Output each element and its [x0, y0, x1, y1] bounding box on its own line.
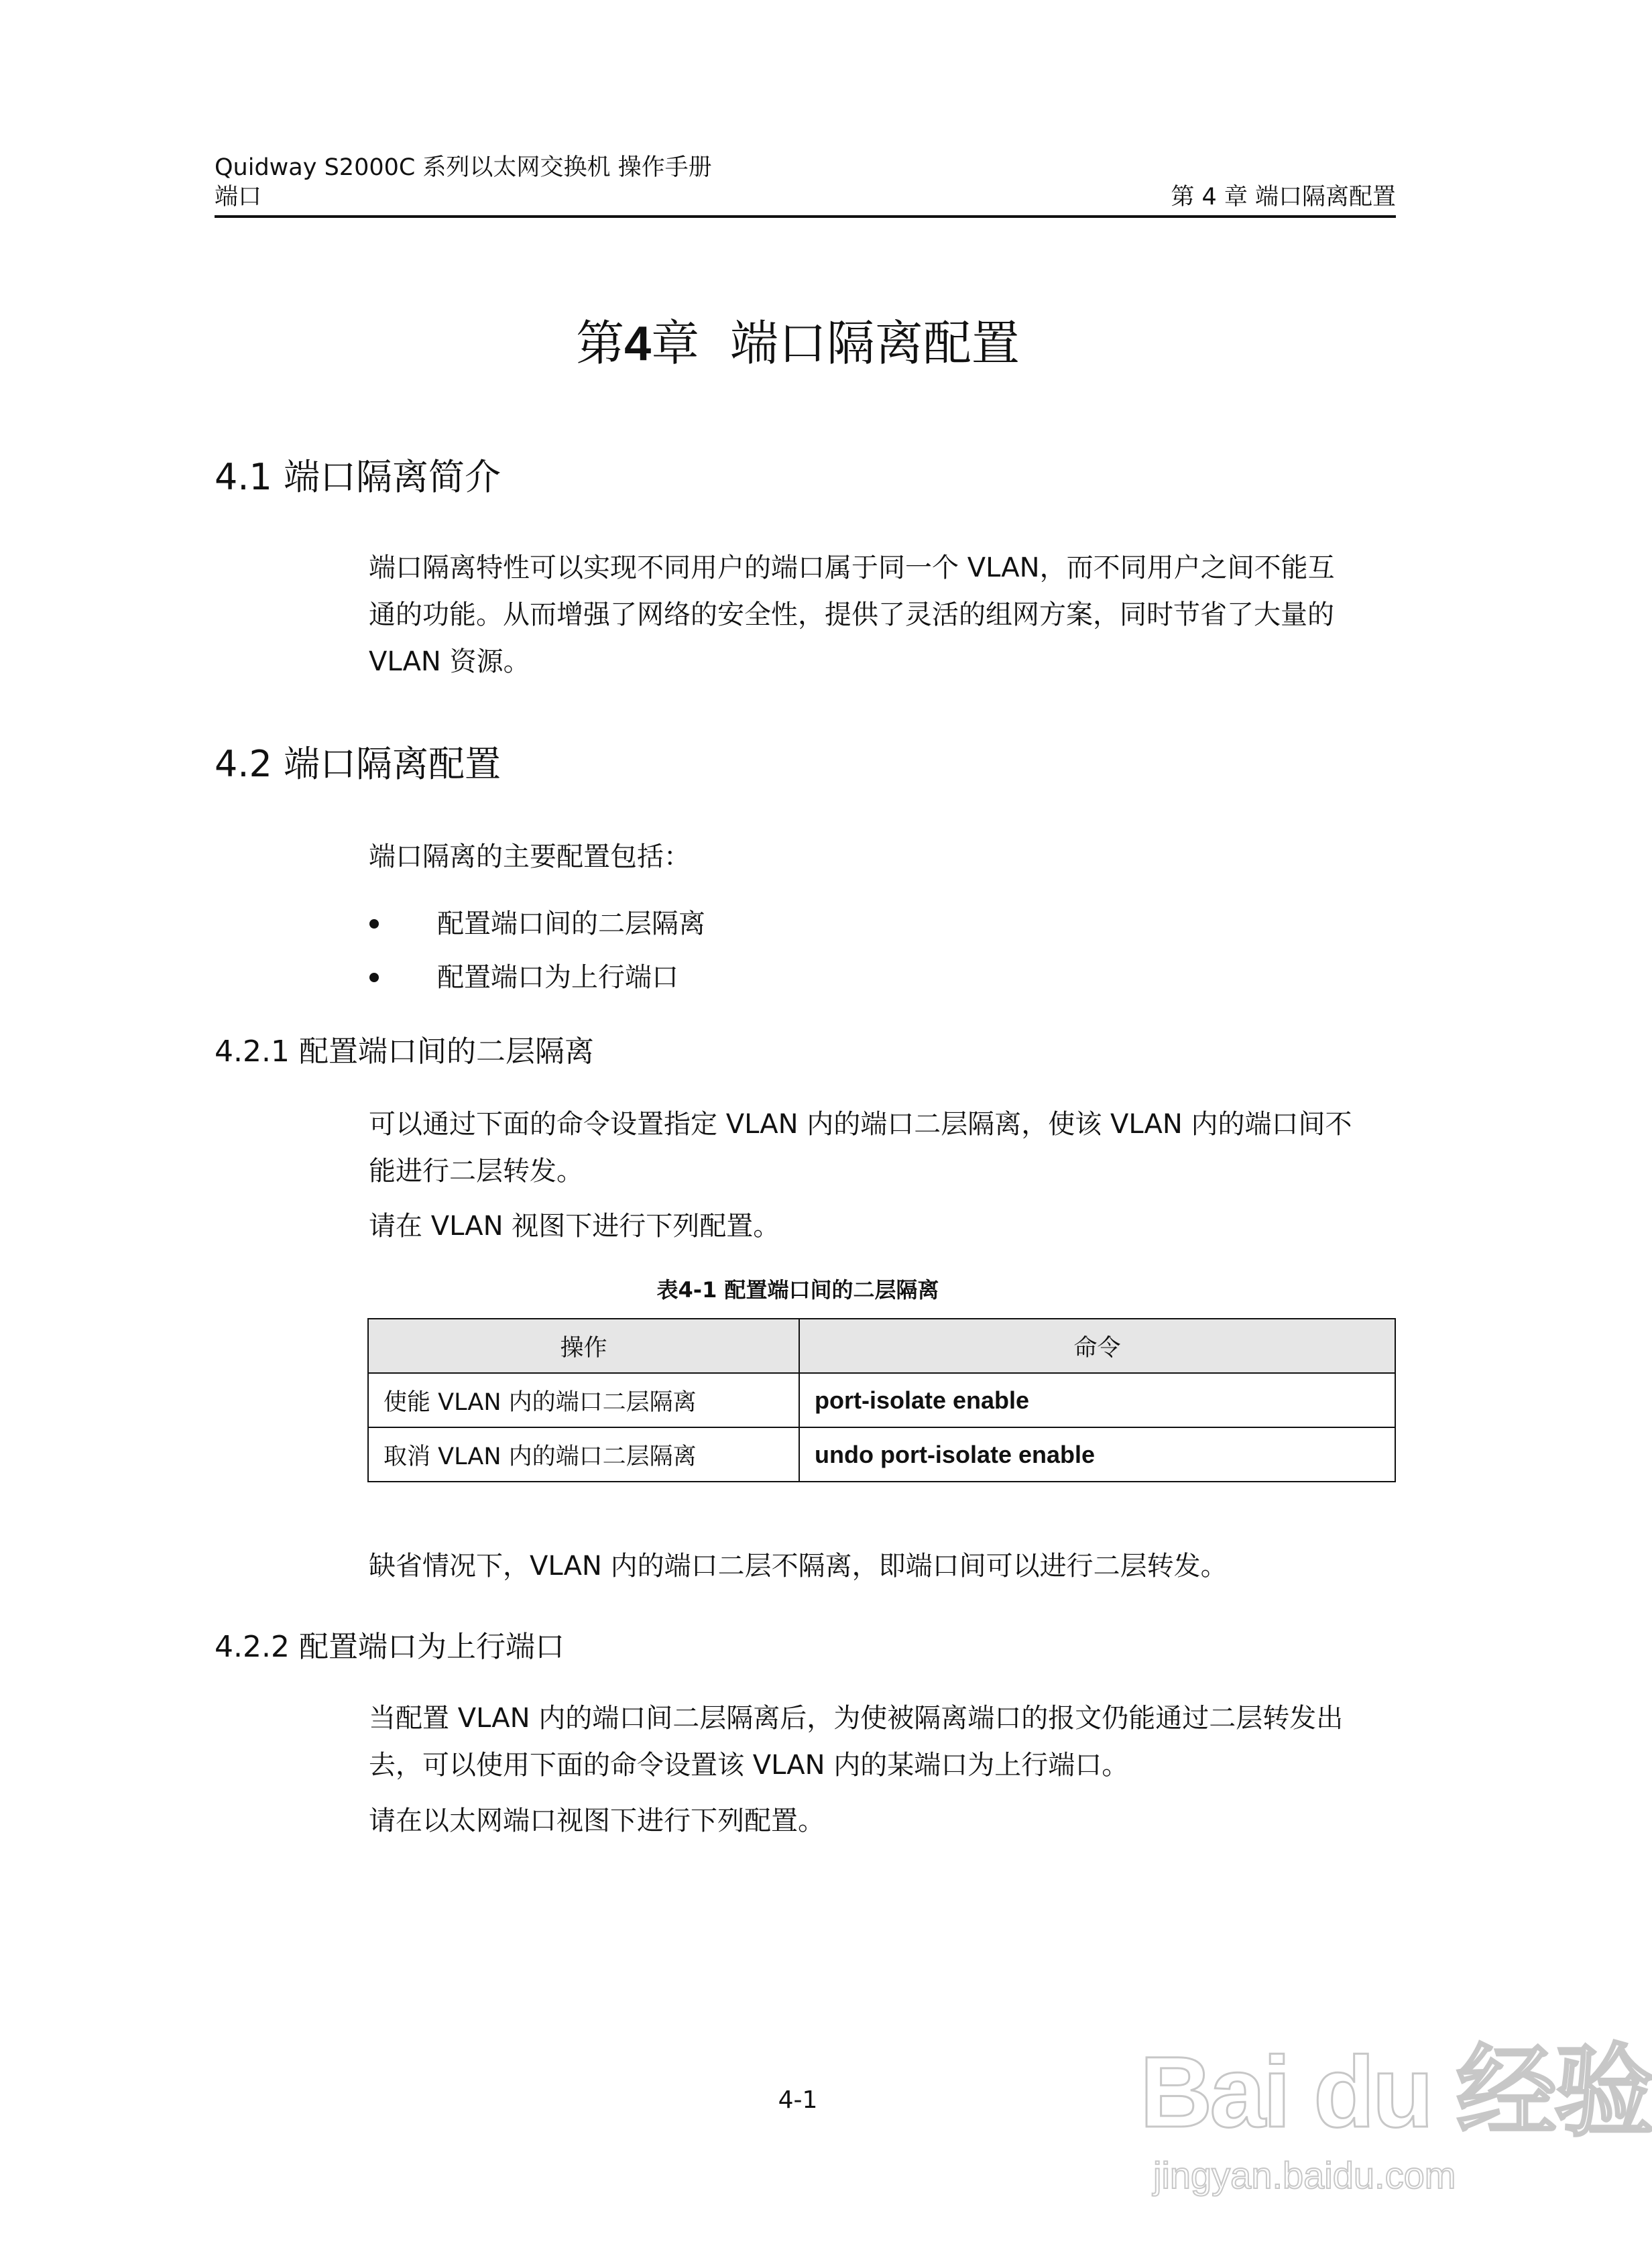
section-4-2-1-line-2: 能进行二层转发。 — [369, 1156, 583, 1187]
chapter-number: 4 — [624, 317, 652, 371]
table-row — [368, 1373, 1395, 1427]
table-cell-operation: 取消 VLAN 内的端口二层隔离 — [368, 1427, 799, 1482]
section-4-2-1-heading: 4.2.1 配置端口间的二层隔离 — [215, 1034, 594, 1069]
bullet-dot — [369, 973, 379, 982]
watermark-logo: Bai du 经验 — [1140, 2035, 1652, 2148]
header-rule — [215, 215, 1396, 218]
section-4-2-1-view: 请在 VLAN 视图下进行下列配置。 — [369, 1211, 780, 1242]
table-cell-command: port-isolate enable — [799, 1373, 1395, 1427]
section-4-1-heading: 4.1 端口隔离简介 — [215, 456, 501, 498]
table-row — [368, 1427, 1395, 1482]
section-4-1-line-2: 通的功能。从而增强了网络的安全性，提供了灵活的组网方案，同时节省了大量的 — [369, 599, 1334, 630]
section-4-2-intro: 端口隔离的主要配置包括： — [369, 841, 691, 872]
page-number: 4-1 — [778, 2086, 818, 2114]
chapter-suffix: 章 — [651, 315, 700, 371]
section-4-1-line-1: 端口隔离特性可以实现不同用户的端口属于同一个 VLAN，而不同用户之间不能互 — [369, 552, 1335, 583]
default-note: 缺省情况下，VLAN 内的端口二层不隔离，即端口间可以进行二层转发。 — [369, 1551, 1228, 1582]
config-table — [367, 1318, 1396, 1482]
section-4-2-2-line-1: 当配置 VLAN 内的端口间二层隔离后，为使被隔离端口的报文仍能通过二层转发出 — [369, 1703, 1344, 1734]
table-header-operation: 操作 — [368, 1319, 799, 1373]
header-section: 端口 — [215, 184, 262, 211]
section-4-2-2-line-2: 去，可以使用下面的命令设置该 VLAN 内的某端口为上行端口。 — [369, 1750, 1129, 1781]
section-4-2-heading: 4.2 端口隔离配置 — [215, 743, 501, 785]
table-cell-command: undo port-isolate enable — [799, 1427, 1395, 1482]
table-caption: 表4-1 配置端口间的二层隔离 — [656, 1277, 939, 1303]
table-cell-operation: 使能 VLAN 内的端口二层隔离 — [368, 1373, 799, 1427]
chapter-title — [0, 310, 1596, 377]
chapter-name: 端口隔离配置 — [729, 315, 1020, 371]
table-header-command: 命令 — [799, 1319, 1395, 1373]
section-4-2-2-view: 请在以太网端口视图下进行下列配置。 — [369, 1805, 825, 1836]
bullet-dot — [369, 919, 379, 929]
section-4-1-line-3: VLAN 资源。 — [369, 646, 530, 677]
watermark-url: jingyan.baidu.com — [1153, 2154, 1456, 2196]
baidu-watermark — [1140, 2035, 1652, 2206]
bullet-item: 配置端口为上行端口 — [437, 962, 678, 993]
bullet-item: 配置端口间的二层隔离 — [437, 908, 705, 939]
header-manual-title: Quidway S2000C 系列以太网交换机 操作手册 — [215, 154, 712, 181]
chapter-prefix: 第 — [576, 315, 625, 371]
section-4-2-2-heading: 4.2.2 配置端口为上行端口 — [215, 1630, 565, 1664]
section-4-2-1-line-1: 可以通过下面的命令设置指定 VLAN 内的端口二层隔离，使该 VLAN 内的端口间不 — [369, 1109, 1352, 1140]
table-header-row — [368, 1319, 1395, 1373]
header-chapter-ref: 第 4 章 端口隔离配置 — [1171, 184, 1396, 211]
